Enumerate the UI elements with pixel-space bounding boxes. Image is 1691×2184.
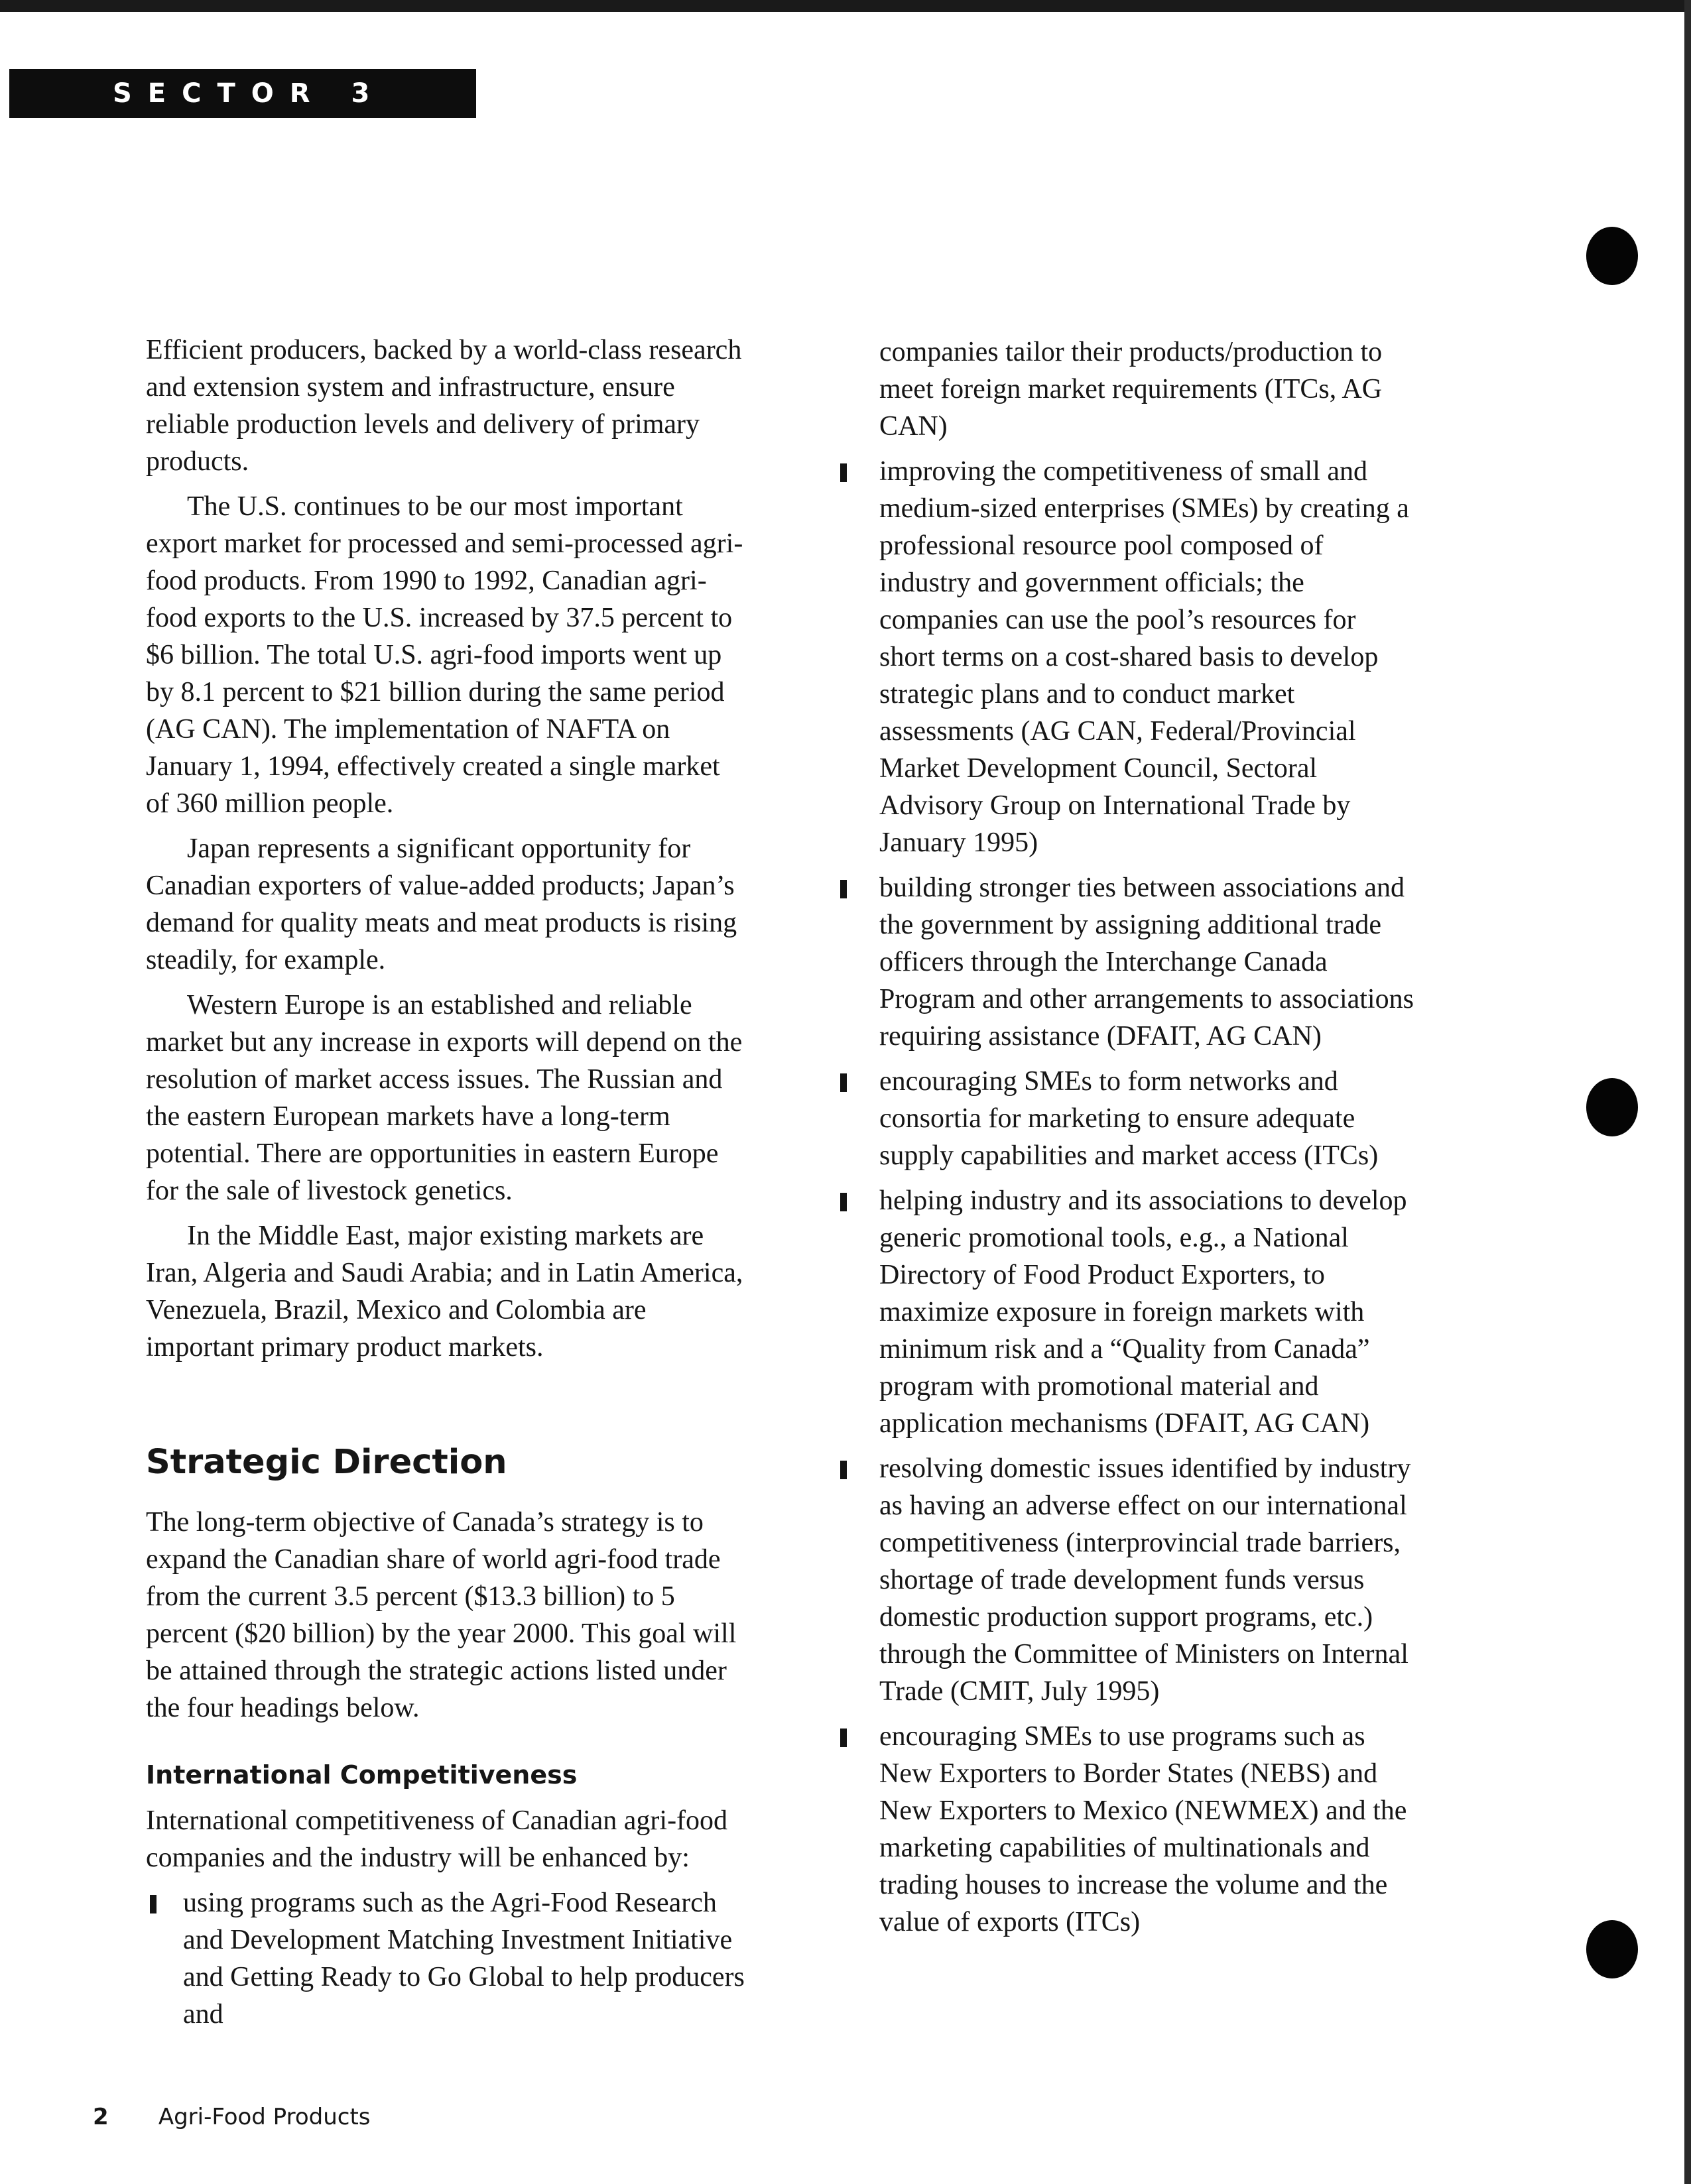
continued-bullet-text: companies tailor their products/production to meet foreign market requirements (ITCs, AG CAN) <box>879 337 1383 442</box>
europe-paragraph: Western Europe is an established and reliable market but any increase in exports will depend on the resolution of market access issues. The Russian and the eastern European markets have a long-term potential. There are opportunities in eastern Europe for the sale of livestock genetics. <box>146 990 743 1206</box>
list-item <box>844 1718 1414 1941</box>
list-item-text: building stronger ties between associations and the government by assigning additional trade officers through the Interchange Canada Program and other arrangements to associations requiring assistance (DFAIT, AG CAN) <box>879 873 1414 1052</box>
bullet-icon <box>840 1193 847 1211</box>
bullet-icon <box>840 880 847 898</box>
bullet-icon <box>840 1729 847 1747</box>
left-column <box>146 332 746 2033</box>
page-number: 2 <box>93 2104 109 2130</box>
list-item-text: resolving domestic issues identified by industry as having an adverse effect on our international competitiveness (interprovincial trade barriers, shortage of trade development funds versus domestic production support programs, etc.) through the Committee of Ministers on Internal Trade (CMIT, July 1995) <box>879 1453 1411 1707</box>
binder-hole-bottom <box>1586 1920 1638 1978</box>
us-market-paragraph: The U.S. continues to be our most important export market for processed and semi-processed agri-food products. From 1990 to 1992, Canadian agri-food exports to the U.S. increased by 37.5 percent to $6 billion. The total U.S. agri-food imports went up by 8.1 percent to $21 billion during the same period (AG CAN). The implementation of NAFTA on January 1, 1994, effectively created a single market of 360 million people. <box>146 491 743 819</box>
bullet-icon <box>840 463 847 482</box>
footer-title: Agri-Food Products <box>158 2104 371 2130</box>
sub-intro-paragraph: International competitiveness of Canadian agri-food companies and the industry will be enhanced by: <box>146 1805 728 1873</box>
list-item <box>844 453 1414 861</box>
list-item-text: encouraging SMEs to form networks and consortia for marketing to ensure adequate supply capabilities and market access (ITCs) <box>879 1066 1379 1171</box>
right-column <box>844 334 1414 1941</box>
intro-paragraph: Efficient producers, backed by a world-class research and extension system and infrastructure, ensure reliable production levels and delivery of primary products. <box>146 335 742 477</box>
middle-east-paragraph: In the Middle East, major existing markets are Iran, Algeria and Saudi Arabia; and in Latin America, Venezuela, Brazil, Mexico and Colombia are important primary product markets. <box>146 1221 743 1363</box>
top-edge-rule <box>0 0 1691 12</box>
left-bullet-list <box>146 1884 746 2033</box>
list-item <box>146 1884 746 2033</box>
list-item <box>844 1182 1414 1442</box>
list-item-text: encouraging SMEs to use programs such as New Exporters to Border States (NEBS) and New Exporters to Mexico (NEWMEX) and the marketing capabilities of multinationals and trading houses to increase the volume and the value of exports (ITCs) <box>879 1721 1407 1937</box>
japan-paragraph: Japan represents a significant opportunity for Canadian exporters of value-added products; Japan’s demand for quality meats and meat products is rising steadily, for example. <box>146 833 737 975</box>
right-scan-edge <box>1684 0 1691 2184</box>
list-item <box>844 869 1414 1055</box>
list-item <box>844 1063 1414 1174</box>
list-item-text: helping industry and its associations to develop generic promotional tools, e.g., a National Directory of Food Product Exporters, to maximize exposure in foreign markets with minimum risk and a “Quality from Canada” program with promotional material and application mechanisms (DFAIT, AG CAN) <box>879 1185 1407 1439</box>
binder-hole-top <box>1586 227 1638 285</box>
strategy-paragraph: The long-term objective of Canada’s strategy is to expand the Canadian share of world agri-food trade from the current 3.5 percent ($13.3 billion) to 5 percent ($20 billion) by the year 2000. This goal will be attained through the strategic actions listed under the four headings below. <box>146 1507 737 1723</box>
list-item <box>844 1450 1414 1710</box>
page-footer <box>93 2102 371 2132</box>
right-bullet-list <box>844 453 1414 1941</box>
binder-hole-middle <box>1586 1078 1638 1136</box>
list-item-text: using programs such as the Agri-Food Research and Development Matching Investment Initiative and Getting Ready to Go Global to help producers and <box>183 1888 745 2030</box>
bullet-icon <box>150 1895 157 1913</box>
section-heading: Strategic Direction <box>146 1443 507 1482</box>
bullet-icon <box>840 1461 847 1479</box>
list-item-text: improving the competitiveness of small and medium-sized enterprises (SMEs) by creating a professional resource pool composed of industry and government officials; the companies can use the pool’s resources for short terms on a cost-shared basis to develop strategic plans and to conduct market assessments (AG CAN, Federal/Provincial Market Development Council, Sectoral Advisory Group on International Trade by January 1995) <box>879 456 1409 858</box>
bullet-icon <box>840 1073 847 1092</box>
sub-heading: International Competitiveness <box>146 1760 578 1790</box>
sector-banner: SECTOR 3 <box>9 69 476 118</box>
